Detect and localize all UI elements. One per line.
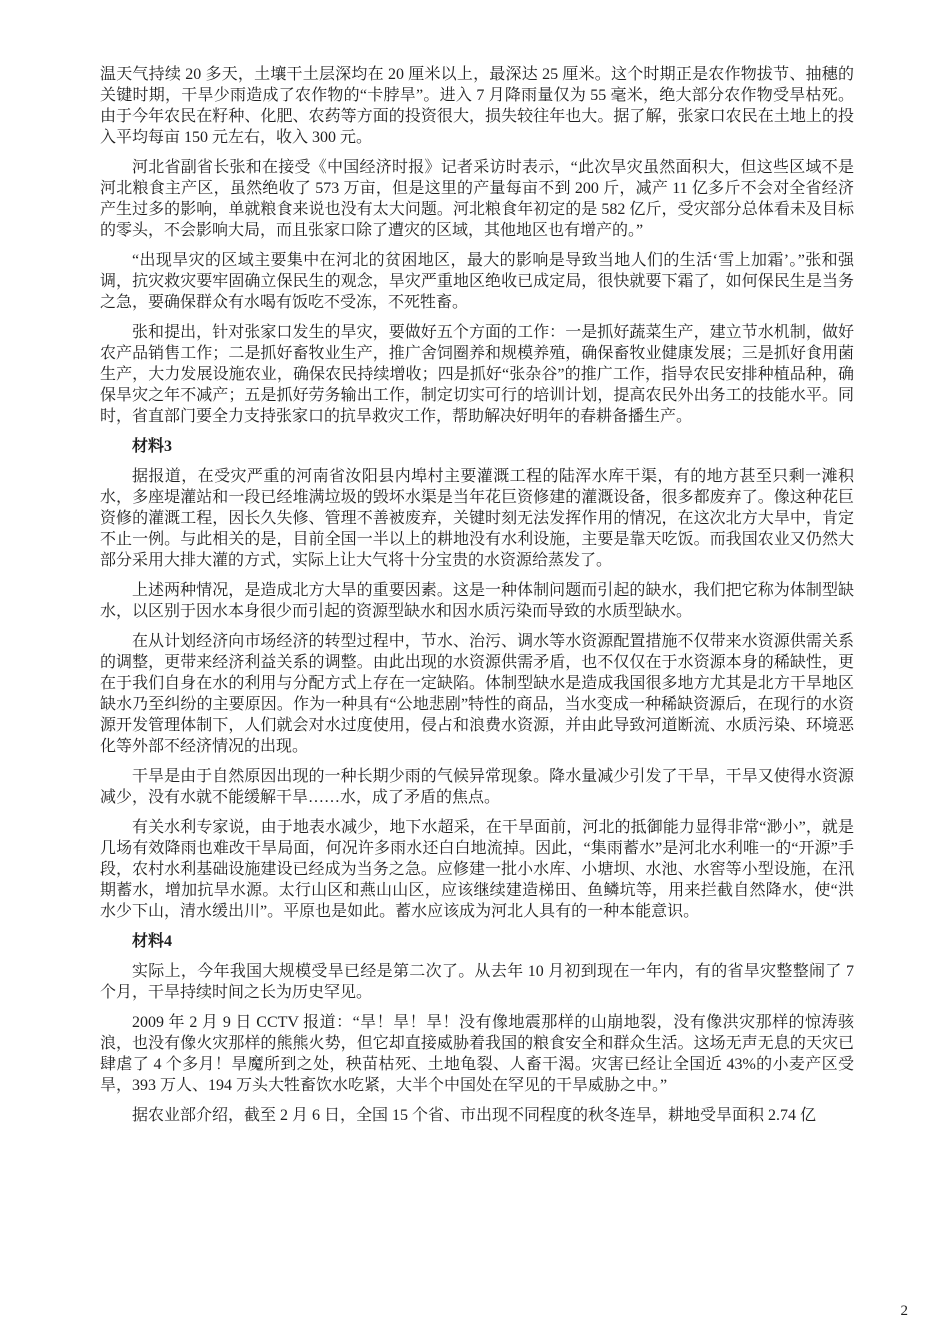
material-heading-4: 材料4 (132, 933, 173, 950)
page-number: 2 (900, 1303, 908, 1319)
paragraph: 在从计划经济向市场经济的转型过程中，节水、治污、调水等水资源配置措施不仅带来水资源供需关系的调整，更带来经济利益关系的调整。由此出现的水资源供需矛盾，也不仅仅在于水资源本身的稀缺性，更在于我们自身在水的利用与分配方式上存在一定缺陷。体制型缺水是造成我国很多地方尤其是北方干旱地区缺水乃至纠纷的主要原因。作为一种具有“公地悲剧”特性的商品，当水变成一种稀缺资源后，在现行的水资源开发管理体制下，人们就会对水过度使用，侵占和浪费水资源，并由此导致河道断流、水质污染、环境恶化等外部不经济情况的出现。 (100, 633, 854, 755)
paragraph: “出现旱灾的区域主要集中在河北的贫困地区，最大的影响是导致当地人们的生活‘雪上加霜’。”张和强调，抗灾救灾要牢固确立保民生的观念，旱灾严重地区绝收已成定局，很快就要下霜了，如何保民生是当务之急，要确保群众有水喝有饭吃不受冻，不死牲畜。 (100, 252, 854, 311)
document-content (100, 64, 854, 1126)
paragraph: 河北省副省长张和在接受《中国经济时报》记者采访时表示，“此次旱灾虽然面积大，但这些区域不是河北粮食主产区，虽然绝收了 573 万亩，但是这里的产量每亩不到 200 斤，减产 11 亿多斤不会对全省经济产生过多的影响，单就粮食来说也没有太大问题。河北粮食年初定的是 582 亿斤，受灾部分总体看未及目标的零头，不会影响大局，而且张家口除了遭灾的区域，其他地区也有增产的。” (100, 159, 854, 239)
material-heading-3: 材料3 (132, 438, 173, 455)
paragraph: 干旱是由于自然原因出现的一种长期少雨的气候异常现象。降水量减少引发了干旱，干旱又使得水资源减少，没有水就不能缓解干旱……水，成了矛盾的焦点。 (100, 768, 854, 806)
paragraph: 实际上，今年我国大规模受旱已经是第二次了。从去年 10 月初到现在一年内，有的省旱灾整整闹了 7 个月，干旱持续时间之长为历史罕见。 (100, 963, 854, 1001)
paragraph: 据报道，在受灾严重的河南省汝阳县内埠村主要灌溉工程的陆浑水库干渠，有的地方甚至只剩一滩积水，多座堤灌站和一段已经堆满垃圾的毁坏水渠是当年花巨资修建的灌溉设备，很多都废弃了。像这种花巨资修的灌溉工程，因长久失修、管理不善被废弃，关键时刻无法发挥作用的情况，在这次北方大旱中，肯定不止一例。与此相关的是，目前全国一半以上的耕地没有水利设施，主要是靠天吃饭。而我国农业又仍然大部分采用大排大灌的方式，实际上让大气将十分宝贵的水资源给蒸发了。 (100, 468, 854, 569)
paragraph: 温天气持续 20 多天，土壤干土层深均在 20 厘米以上，最深达 25 厘米。这个时期正是农作物拔节、抽穗的关键时期，干旱少雨造成了农作物的“卡脖旱”。进入 7 月降雨量仅为 55 毫米，绝大部分农作物受旱枯死。由于今年农民在籽种、化肥、农药等方面的投资很大，损失较往年也大。据了解，张家口农民在土地上的投入平均每亩 150 元左右，收入 300 元。 (100, 66, 854, 146)
paragraph: 有关水利专家说，由于地表水减少，地下水超采，在干旱面前，河北的抵御能力显得非常“渺小”，就是几场有效降雨也难改干旱局面，何况许多雨水还白白地流掉。因此，“集雨蓄水”是河北水利唯一的“开源”手段，农村水利基础设施建设已经成为当务之急。应修建一批小水库、小塘坝、水池、水窖等小型设施，在汛期蓄水，增加抗旱水源。太行山区和燕山山区，应该继续建造梯田、鱼鳞坑等，用来拦截自然降水，使“洪水少下山，清水缓出川”。平原也是如此。蓄水应该成为河北人具有的一种本能意识。 (100, 819, 854, 920)
paragraph: 据农业部介绍，截至 2 月 6 日，全国 15 个省、市出现不同程度的秋冬连旱，耕地受旱面积 2.74 亿 (132, 1107, 817, 1124)
paragraph: 张和提出，针对张家口发生的旱灾，要做好五个方面的工作：一是抓好蔬菜生产，建立节水机制，做好农产品销售工作；二是抓好畜牧业生产，推广舍饲圈养和规模养殖，确保畜牧业健康发展；三是抓好食用菌生产，大力发展设施农业，确保农民持续增收；四是抓好“张杂谷”的推广工作，指导农民安排种植品种，确保旱灾之年不减产；五是抓好劳务输出工作，制定切实可行的培训计划，提高农民外出务工的技能水平。同时，省直部门要全力支持张家口的抗旱救灾工作，帮助解决好明年的春耕备播生产。 (100, 324, 854, 425)
paragraph: 上述两种情况，是造成北方大旱的重要因素。这是一种体制问题而引起的缺水，我们把它称为体制型缺水，以区别于因水本身很少而引起的资源型缺水和因水质污染而导致的水质型缺水。 (100, 582, 854, 620)
paragraph: 2009 年 2 月 9 日 CCTV 报道：“旱！旱！旱！没有像地震那样的山崩地裂，没有像洪灾那样的惊涛骇浪，也没有像火灾那样的熊熊火势，但它却直接威胁着我国的粮食安全和群众生活。这场无声无息的天灾已肆虐了 4 个多月！旱魔所到之处，秧苗枯死、土地龟裂、人畜干渴。灾害已经让全国近 43%的小麦产区受旱，393 万人、194 万头大牲畜饮水吃紧，大半个中国处在罕见的干旱威胁之中。” (100, 1014, 854, 1094)
